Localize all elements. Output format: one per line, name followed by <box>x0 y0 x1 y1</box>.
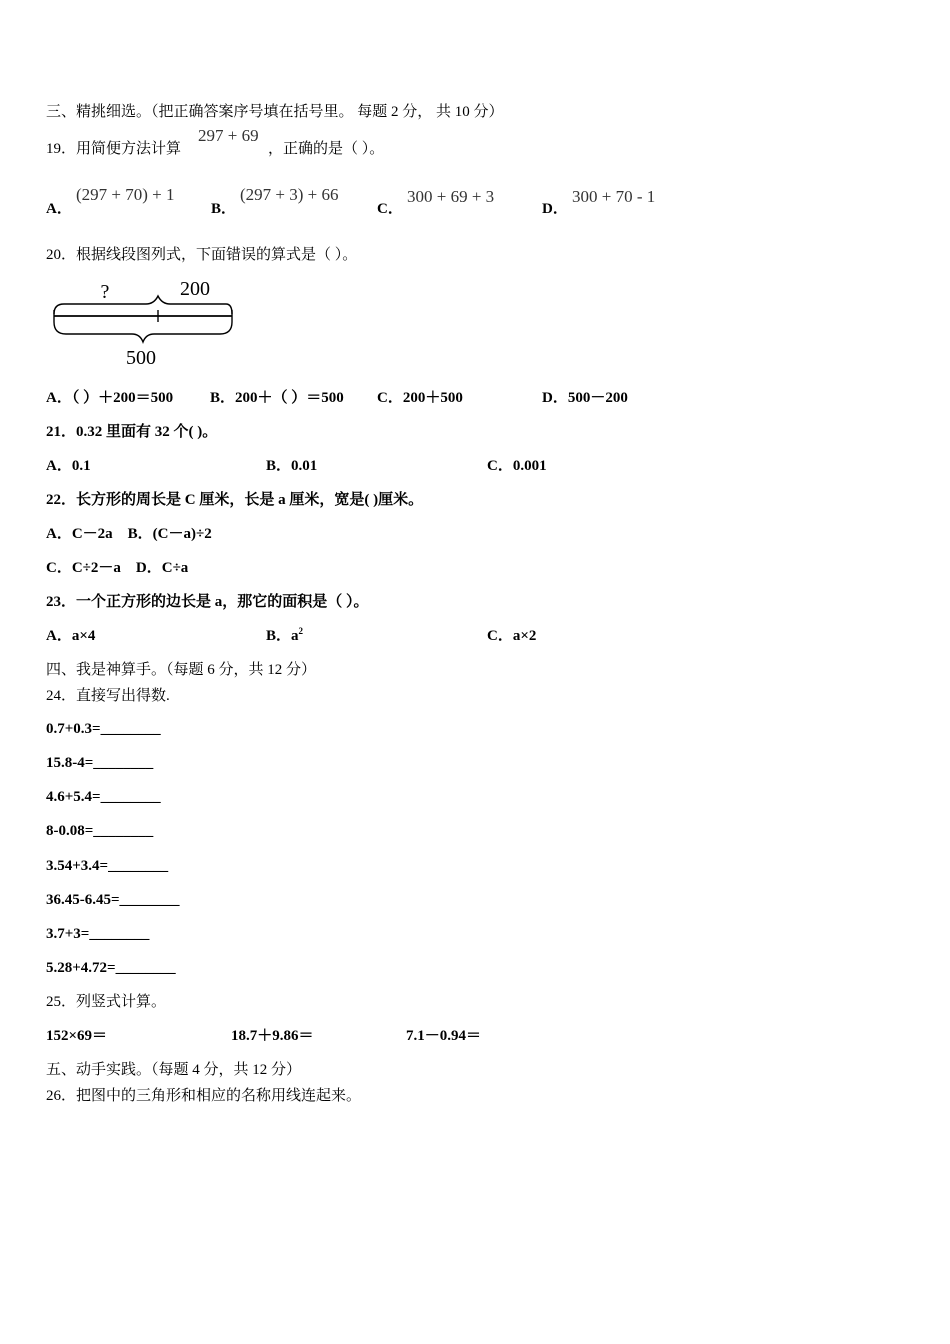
q19-option-b-label: B． <box>211 201 237 217</box>
q24-item: 8-0.08=________ <box>46 823 154 839</box>
q24-item: 3.54+3.4=________ <box>46 858 169 874</box>
q25-item: 7.1－0.94＝ <box>406 1028 482 1044</box>
diagram-total-label: 500 <box>126 347 156 369</box>
diagram-bottom-brace <box>54 322 232 342</box>
q24-item: 36.45-6.45=________ <box>46 892 180 908</box>
q19-option-b-expr: (297 + 3) + 66 <box>240 185 339 204</box>
section-4-heading: 四、我是神算手。（每题 6 分，共 12 分） <box>46 662 317 678</box>
question-20-text: 20．根据线段图列式，下面错误的算式是（ ）。 <box>46 247 358 263</box>
question-23-text: 23．一个正方形的边长是 a，那它的面积是（ ）。 <box>46 594 369 610</box>
q19-option-a-label: A． <box>46 201 72 217</box>
q23-option-c: C．a×2 <box>487 628 537 644</box>
q24-item: 15.8-4=________ <box>46 755 154 771</box>
q19-option-c-label: C． <box>377 201 403 217</box>
question-24-text: 24．直接写出得数. <box>46 688 170 704</box>
diagram-part-label: 200 <box>180 278 210 300</box>
q20-option-b: B．200＋（ ）＝500 <box>210 390 344 406</box>
diagram-unknown-label: ? <box>100 281 110 303</box>
q19-option-d-expr: 300 + 70 - 1 <box>572 187 656 206</box>
q19-option-d-label: D． <box>542 201 568 217</box>
q21-option-c: C．0.001 <box>487 458 547 474</box>
q25-item: 18.7＋9.86＝ <box>231 1028 314 1044</box>
section-3-heading: 三、精挑细选。（把正确答案序号填在括号里。 每题 2 分， 共 10 分） <box>46 104 504 120</box>
question-19-suffix: ，正确的是（ ）。 <box>268 141 385 157</box>
q21-option-b: B．0.01 <box>266 458 318 474</box>
question-19-prefix: 19．用简便方法计算 <box>46 141 182 157</box>
line-segment-diagram <box>50 276 235 371</box>
q22-options-row-2: C．C÷2－a D．C÷a <box>46 560 189 576</box>
q20-option-a: A．（ ）＋200＝500 <box>46 390 174 406</box>
q24-item: 0.7+0.3=________ <box>46 721 161 737</box>
question-25-text: 25．列竖式计算。 <box>46 994 167 1010</box>
q20-option-c: C．200＋500 <box>377 390 463 406</box>
section-5-heading: 五、动手实践。（每题 4 分，共 12 分） <box>46 1062 302 1078</box>
q21-option-a: A．0.1 <box>46 458 91 474</box>
q24-item: 4.6+5.4=________ <box>46 789 161 805</box>
question-19-expression: 297 + 69 <box>198 126 259 145</box>
q20-option-d: D．500－200 <box>542 390 628 406</box>
q24-item: 5.28+4.72=________ <box>46 960 176 976</box>
q24-item: 3.7+3=________ <box>46 926 150 942</box>
q19-option-c-expr: 300 + 69 + 3 <box>407 187 495 206</box>
q22-options-row-1: A．C－2a B．(C－a)÷2 <box>46 526 212 542</box>
q25-item: 152×69＝ <box>46 1028 108 1044</box>
question-22-text: 22．长方形的周长是 C 厘米，长是 a 厘米，宽是( )厘米。 <box>46 492 424 508</box>
question-26-text: 26．把图中的三角形和相应的名称用线连起来。 <box>46 1088 362 1104</box>
question-21-text: 21．0.32 里面有 32 个( )。 <box>46 424 218 440</box>
q19-option-a-expr: (297 + 70) + 1 <box>76 185 175 204</box>
q23-option-b: B．$a^2$ <box>266 626 304 644</box>
q23-option-a: A．a×4 <box>46 628 96 644</box>
